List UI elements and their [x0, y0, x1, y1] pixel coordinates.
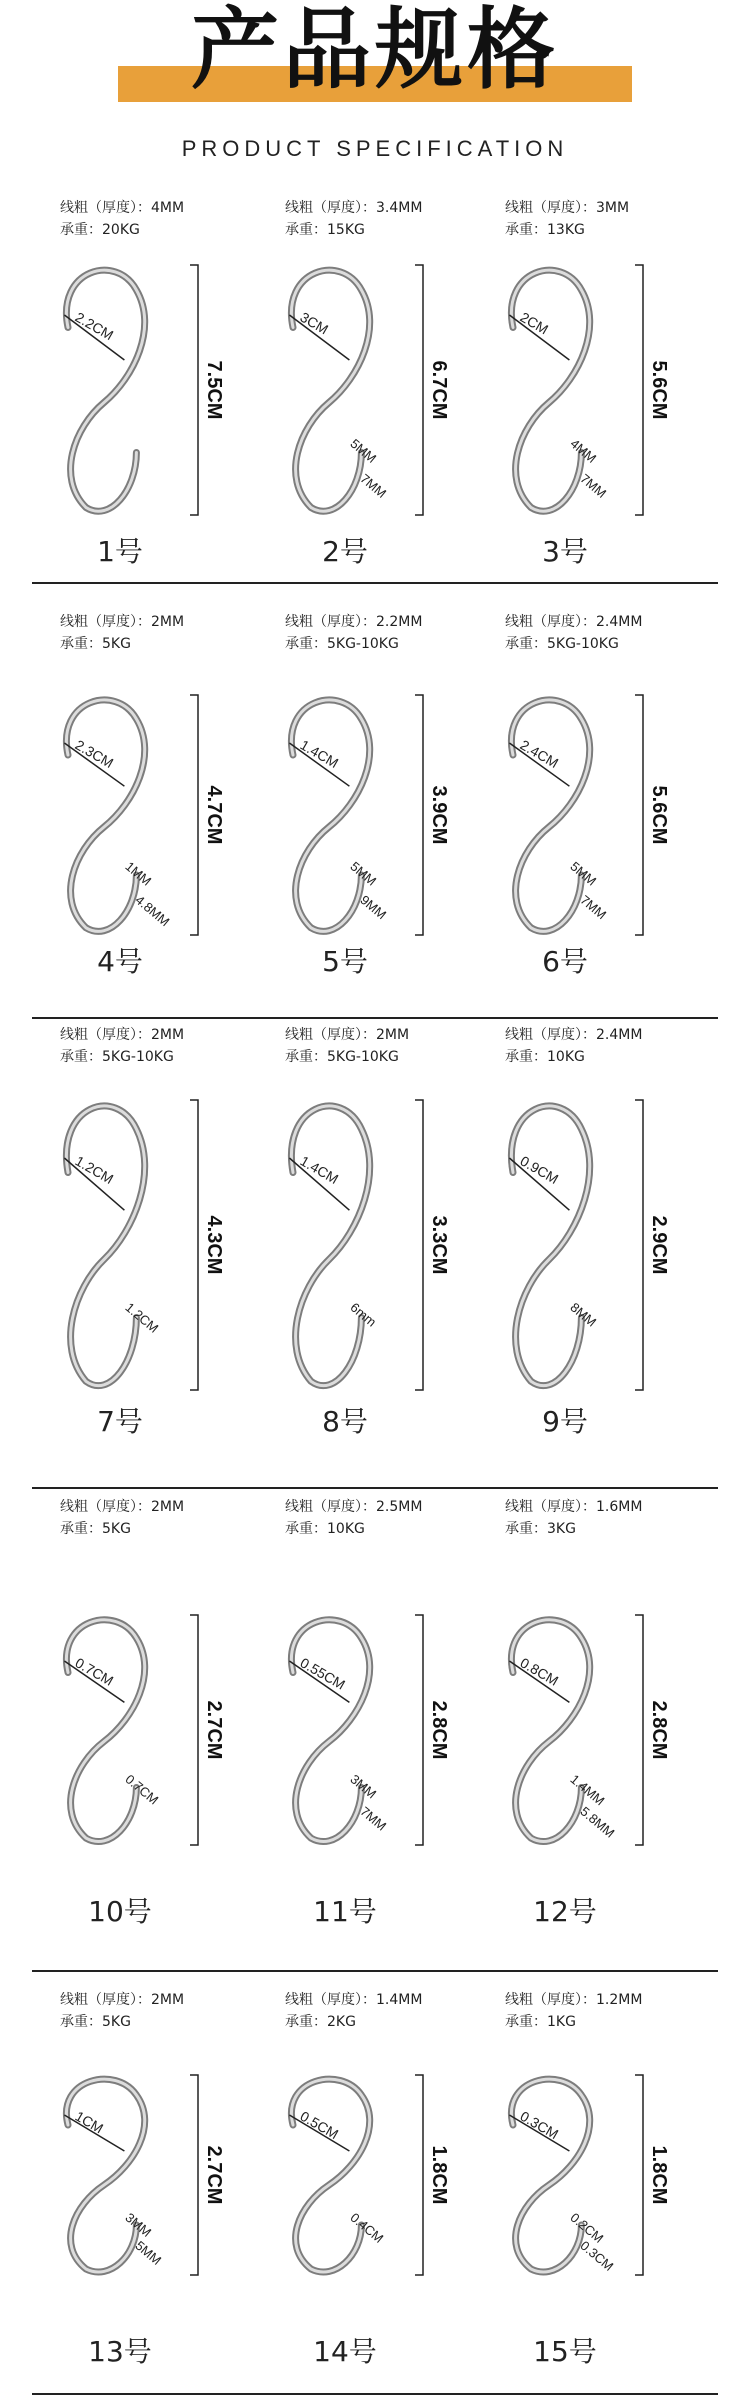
page-subtitle: PRODUCT SPECIFICATION — [181, 136, 569, 161]
inner-width-label: 2.4CM — [517, 736, 562, 772]
height-bracket — [635, 2075, 643, 2275]
load-capacity-label: 承重：5KG — [60, 1521, 131, 1537]
inner-width-label: 0.5CM — [297, 2107, 342, 2143]
height-label: 1.8CM — [648, 2145, 670, 2205]
hook-wire-highlight — [66, 700, 144, 931]
wire-thickness-label: 线粗（厚度）：2.2MM — [285, 614, 423, 630]
height-bracket — [415, 2075, 423, 2275]
height-label: 5.6CM — [648, 360, 670, 420]
small-dimension-label: 0.7CM — [122, 1771, 162, 1808]
load-capacity-label: 承重：2KG — [285, 2014, 356, 2030]
height-label: 2.8CM — [648, 1700, 670, 1760]
height-label: 2.9CM — [648, 1215, 670, 1275]
product-number: 10号 — [88, 1895, 152, 1928]
s-hook-illustration — [30, 2070, 260, 2290]
product-number: 5号 — [322, 945, 368, 978]
s-hook-illustration — [30, 690, 260, 950]
s-hook-illustration — [255, 1610, 485, 1860]
s-hook-illustration — [475, 690, 705, 950]
small-dimension-label: 0.4CM — [347, 2209, 387, 2246]
wire-thickness-label: 线粗（厚度）：2MM — [60, 1499, 185, 1515]
small-dimension-label: 7MM — [357, 1803, 390, 1834]
product-card — [30, 1025, 260, 1440]
small-dimension-label: 1.4MM — [567, 1771, 608, 1809]
height-label: 1.8CM — [428, 2145, 450, 2205]
s-hook-illustration — [475, 260, 705, 530]
hook-wire-highlight — [291, 1106, 369, 1386]
s-hook-illustration — [255, 1095, 485, 1405]
small-dimension-label: 6mm — [347, 1299, 380, 1330]
wire-thickness-label: 线粗（厚度）：3MM — [505, 200, 630, 216]
inner-width-label: 2CM — [517, 308, 552, 338]
height-label: 4.7CM — [203, 785, 225, 845]
small-dimension-label: 5MM — [567, 858, 600, 889]
height-bracket — [190, 2075, 198, 2275]
hook-wire-highlight — [66, 1106, 144, 1386]
s-hook-illustration — [30, 260, 260, 530]
product-number: 11号 — [313, 1895, 377, 1928]
s-hook-illustration — [30, 1095, 260, 1405]
row-divider — [32, 2393, 718, 2395]
page-title: 产品规格 — [190, 0, 559, 101]
inner-width-label: 0.3CM — [517, 2107, 562, 2143]
product-card — [255, 198, 485, 570]
height-bracket — [190, 265, 198, 515]
product-card — [475, 1025, 705, 1440]
small-dimension-label: 9MM — [357, 892, 390, 923]
s-hook-illustration — [475, 2070, 705, 2290]
hook-wire-highlight — [66, 1620, 144, 1842]
product-card — [255, 612, 485, 980]
small-dimension-label: 0.3CM — [577, 2237, 617, 2274]
row-divider — [32, 582, 718, 584]
inner-width-label: 0.55CM — [297, 1654, 348, 1693]
product-card — [30, 612, 260, 980]
product-card — [255, 1990, 485, 2370]
small-dimension-label: 4MM — [567, 435, 600, 466]
height-label: 2.8CM — [428, 1700, 450, 1760]
hook-wire-highlight — [511, 700, 589, 931]
small-dimension-label: 3MM — [122, 2209, 155, 2240]
small-dimension-label: 7MM — [357, 470, 390, 501]
small-dimension-label: 5MM — [347, 858, 380, 889]
inner-width-label: 1.2CM — [72, 1152, 117, 1188]
s-hook-illustration — [475, 1095, 705, 1405]
height-bracket — [635, 265, 643, 515]
height-bracket — [190, 695, 198, 935]
wire-thickness-label: 线粗（厚度）：2.4MM — [505, 614, 643, 630]
product-card — [30, 1497, 260, 1930]
small-dimension-label: 1MM — [122, 858, 155, 889]
load-capacity-label: 承重：10KG — [505, 1049, 585, 1065]
inner-width-label: 2.3CM — [72, 736, 117, 772]
hook-wire-highlight — [291, 1620, 369, 1842]
small-dimension-label: 1.2CM — [122, 1299, 162, 1336]
s-hook-illustration — [255, 690, 485, 950]
wire-thickness-label: 线粗（厚度）：1.4MM — [285, 1992, 423, 2008]
s-hook-illustration — [255, 260, 485, 530]
page-header — [0, 0, 750, 190]
height-bracket — [415, 695, 423, 935]
small-dimension-label: 8MM — [567, 1299, 600, 1330]
small-dimension-label: 0.2CM — [567, 2209, 607, 2246]
product-card — [475, 198, 705, 570]
load-capacity-label: 承重：3KG — [505, 1521, 576, 1537]
product-number: 13号 — [88, 2335, 152, 2368]
product-number: 6号 — [542, 945, 588, 978]
height-label: 3.3CM — [428, 1215, 450, 1275]
inner-width-label: 2.2CM — [72, 308, 117, 344]
product-number: 7号 — [97, 1405, 143, 1438]
product-card — [30, 1990, 260, 2370]
product-number: 15号 — [533, 2335, 597, 2368]
wire-thickness-label: 线粗（厚度）：2.5MM — [285, 1499, 423, 1515]
height-bracket — [415, 1615, 423, 1845]
load-capacity-label: 承重：5KG-10KG — [285, 636, 399, 652]
inner-width-label: 0.7CM — [72, 1654, 117, 1689]
height-label: 3.9CM — [428, 785, 450, 845]
hook-wire-highlight — [511, 1620, 589, 1842]
product-number: 8号 — [322, 1405, 368, 1438]
row-divider — [32, 1970, 718, 1972]
product-number: 3号 — [542, 535, 588, 568]
inner-width-label: 0.9CM — [517, 1152, 562, 1188]
small-dimension-label: 5MM — [132, 2237, 165, 2268]
small-dimension-label: 4.8MM — [132, 892, 173, 930]
hook-wire-highlight — [511, 1106, 589, 1386]
inner-width-label: 1.4CM — [297, 1152, 342, 1188]
load-capacity-label: 承重：5KG-10KG — [285, 1049, 399, 1065]
hook-wire-highlight — [511, 2079, 589, 2272]
hook-wire-highlight — [291, 270, 369, 511]
hook-wire-highlight — [66, 270, 144, 511]
wire-thickness-label: 线粗（厚度）：2MM — [60, 1027, 185, 1043]
load-capacity-label: 承重：5KG-10KG — [60, 1049, 174, 1065]
load-capacity-label: 承重：5KG-10KG — [505, 636, 619, 652]
height-bracket — [415, 1100, 423, 1390]
product-number: 1号 — [97, 535, 143, 568]
height-label: 7.5CM — [203, 360, 225, 420]
load-capacity-label: 承重：5KG — [60, 636, 131, 652]
height-bracket — [415, 265, 423, 515]
wire-thickness-label: 线粗（厚度）：4MM — [60, 200, 185, 216]
small-dimension-label: 5MM — [347, 435, 380, 466]
product-card — [475, 1990, 705, 2370]
product-number: 2号 — [322, 535, 368, 568]
s-hook-illustration — [475, 1610, 705, 1860]
product-card — [475, 612, 705, 980]
inner-width-label: 1CM — [72, 2107, 107, 2137]
hook-wire-highlight — [291, 2079, 369, 2272]
load-capacity-label: 承重：20KG — [60, 222, 140, 238]
height-label: 5.6CM — [648, 785, 670, 845]
row-divider — [32, 1017, 718, 1019]
product-number: 14号 — [313, 2335, 377, 2368]
load-capacity-label: 承重：10KG — [285, 1521, 365, 1537]
wire-thickness-label: 线粗（厚度）：2MM — [60, 614, 185, 630]
product-card — [255, 1497, 485, 1930]
product-number: 4号 — [97, 945, 143, 978]
small-dimension-label: 5.8MM — [577, 1803, 618, 1841]
wire-thickness-label: 线粗（厚度）：3.4MM — [285, 200, 423, 216]
small-dimension-label: 7MM — [577, 470, 610, 501]
height-label: 2.7CM — [203, 1700, 225, 1760]
load-capacity-label: 承重：1KG — [505, 2014, 576, 2030]
s-hook-illustration — [255, 2070, 485, 2290]
wire-thickness-label: 线粗（厚度）：1.2MM — [505, 1992, 643, 2008]
product-card — [30, 198, 260, 570]
small-dimension-label: 3MM — [347, 1771, 380, 1802]
product-number: 12号 — [533, 1895, 597, 1928]
small-dimension-label: 7MM — [577, 892, 610, 923]
hook-wire-highlight — [291, 700, 369, 931]
height-label: 2.7CM — [203, 2145, 225, 2205]
hook-wire-highlight — [66, 2079, 144, 2272]
product-card — [475, 1497, 705, 1930]
height-bracket — [190, 1100, 198, 1390]
inner-width-label: 3CM — [297, 308, 332, 338]
height-bracket — [190, 1615, 198, 1845]
wire-thickness-label: 线粗（厚度）：2.4MM — [505, 1027, 643, 1043]
product-card — [255, 1025, 485, 1440]
height-bracket — [635, 1615, 643, 1845]
wire-thickness-label: 线粗（厚度）：1.6MM — [505, 1499, 643, 1515]
height-bracket — [635, 1100, 643, 1390]
height-label: 6.7CM — [428, 360, 450, 420]
load-capacity-label: 承重：13KG — [505, 222, 585, 238]
wire-thickness-label: 线粗（厚度）：2MM — [285, 1027, 410, 1043]
inner-width-label: 0.8CM — [517, 1654, 562, 1689]
load-capacity-label: 承重：5KG — [60, 2014, 131, 2030]
height-bracket — [635, 695, 643, 935]
height-label: 4.3CM — [203, 1215, 225, 1275]
row-divider — [32, 1487, 718, 1489]
hook-wire-highlight — [511, 270, 589, 511]
wire-thickness-label: 线粗（厚度）：2MM — [60, 1992, 185, 2008]
s-hook-illustration — [30, 1610, 260, 1860]
product-number: 9号 — [542, 1405, 588, 1438]
load-capacity-label: 承重：15KG — [285, 222, 365, 238]
inner-width-label: 1.4CM — [297, 736, 342, 772]
